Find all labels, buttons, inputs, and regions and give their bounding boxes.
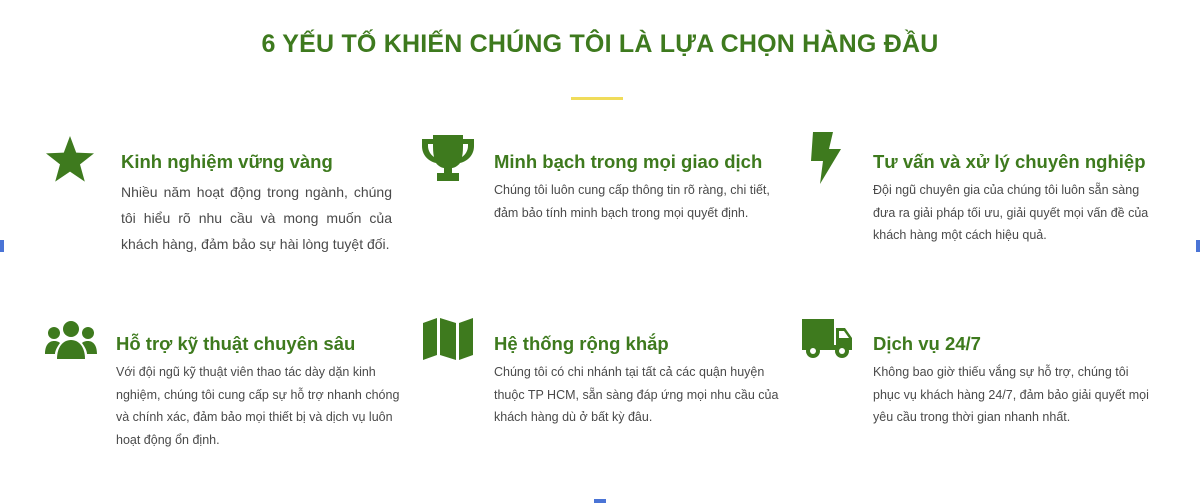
feature-description: Không bao giờ thiếu vắng sự hỗ trợ, chúng tôi phục vụ khách hàng 24/7, đảm bảo giải quyết mọi yêu cầu trong thời gian nhanh nhất. — [873, 365, 1149, 424]
feature-title: Hệ thống rộng khắp — [494, 333, 669, 354]
folded-map-icon — [422, 317, 474, 361]
feature-description: Chúng tôi có chi nhánh tại tất cả các quận huyện thuộc TP HCM, sẵn sàng đáp ứng mọi nhu cầu của khách hàng dù ở bất kỳ đâu. — [494, 365, 779, 424]
feature-title: Hỗ trợ kỹ thuật chuyên sâu — [116, 333, 356, 354]
feature-title: Dịch vụ 24/7 — [873, 333, 981, 354]
trophy-icon — [421, 133, 475, 183]
lightning-bolt-icon — [808, 131, 844, 185]
left-edge-marker — [0, 240, 4, 252]
feature-title: Minh bạch trong mọi giao dịch — [494, 151, 763, 172]
feature-description: Chúng tôi luôn cung cấp thông tin rõ ràng, chi tiết, đảm bảo tính minh bạch trong mọi quyết định. — [494, 183, 770, 220]
delivery-truck-icon — [801, 318, 853, 360]
title-underline — [571, 97, 623, 100]
feature-description: Với đội ngũ kỹ thuật viên thao tác dày dặn kinh nghiệm, chúng tôi cung cấp sự hỗ trợ nhanh chóng và chính xác, đảm bảo mọi thiết bị và dịch vụ luôn hoạt động ổn định. — [116, 365, 400, 447]
feature-title: Kinh nghiệm vững vàng — [121, 151, 333, 172]
section-title: 6 YẾU TỐ KHIẾN CHÚNG TÔI LÀ LỰA CHỌN HÀNG ĐẦU — [261, 30, 939, 58]
feature-description: Nhiều năm hoạt động trong ngành, chúng tôi hiểu rõ nhu cầu và mong muốn của khách hàng, đảm bảo sự hài lòng tuyệt đối. — [121, 184, 392, 252]
star-icon — [44, 134, 96, 186]
feature-description: Đội ngũ chuyên gia của chúng tôi luôn sẵn sàng đưa ra giải pháp tối ưu, giải quyết mọi vấn đề của khách hàng một cách hiệu quả. — [873, 183, 1149, 242]
users-group-icon — [44, 320, 98, 360]
right-edge-marker — [1196, 240, 1200, 252]
bottom-edge-marker — [594, 499, 606, 503]
feature-title: Tư vấn và xử lý chuyên nghiệp — [873, 151, 1146, 172]
